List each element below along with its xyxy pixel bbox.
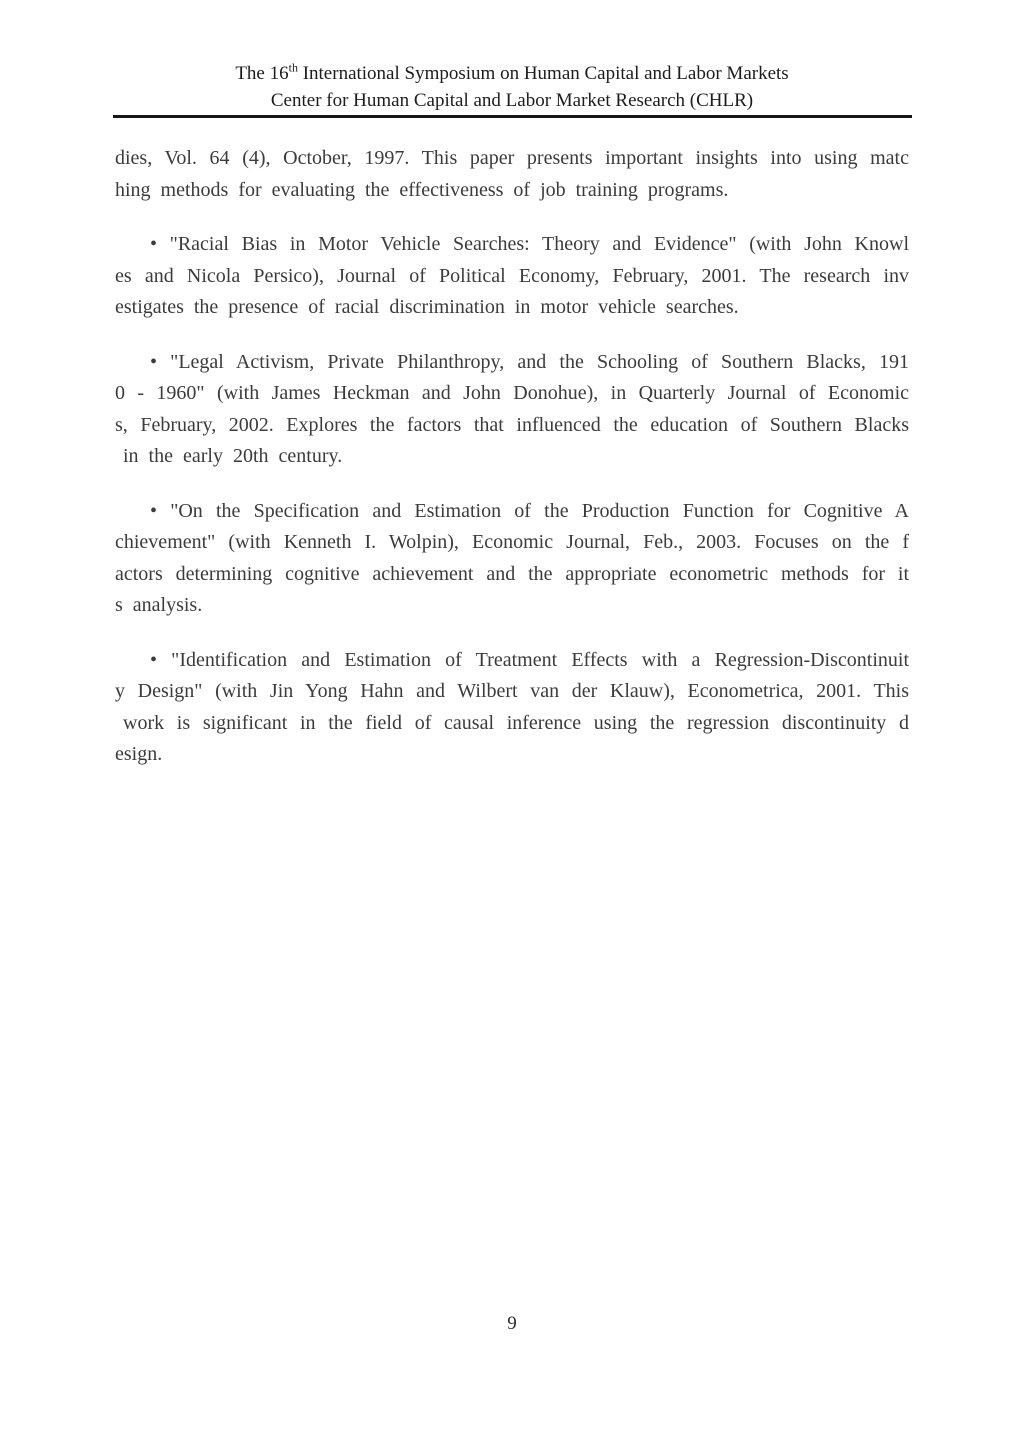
text-line: chievement" (with Kenneth I. Wolpin), Economic Journal, Feb., 2003. Focuses on the f: [115, 531, 909, 553]
bullet-line: • "On the Specification and Estimation of the Production Function for Cognitive A: [150, 499, 909, 522]
text-line: hing methods for evaluating the effectiveness of job training programs.: [115, 178, 729, 201]
text-line: dies, Vol. 64 (4), October, 1997. This paper presents important insights into using matc: [115, 147, 909, 169]
text-line: in the early 20th century.: [123, 445, 343, 467]
paragraph: [115, 229, 909, 324]
text-line: actors determining cognitive achievement and the appropriate econometric methods for it: [115, 562, 909, 585]
text-line: work is significant in the field of causal inference using the regression discontinuity d: [123, 711, 909, 734]
page-header: [0, 0, 1024, 114]
text-line: esign.: [115, 743, 163, 765]
text-line: s, February, 2002. Explores the factors that influenced the education of Southern Blacks: [115, 413, 909, 436]
header-divider-rule: [113, 115, 912, 118]
document-body: [115, 143, 909, 771]
text-line: 0 - 1960" (with James Heckman and John Donohue), in Quarterly Journal of Economic: [115, 382, 909, 404]
paragraph: [115, 645, 909, 771]
text-line: estigates the presence of racial discrimination in motor vehicle searches.: [115, 296, 739, 318]
paragraph: [115, 347, 909, 473]
bullet-line: • "Identification and Estimation of Treatment Effects with a Regression-Discontinuit: [150, 648, 909, 671]
bullet-line: • "Racial Bias in Motor Vehicle Searches: Theory and Evidence" (with John Knowl: [150, 233, 909, 255]
text-line: s analysis.: [115, 594, 203, 616]
text-line: es and Nicola Persico), Journal of Political Economy, February, 2001. The research inv: [115, 264, 909, 287]
header-subtitle: Center for Human Capital and Labor Market Research (CHLR): [270, 90, 754, 111]
header-title-prefix: The 16: [235, 63, 289, 84]
header-title-superscript: th: [288, 60, 298, 75]
bullet-line: • "Legal Activism, Private Philanthropy, and the Schooling of Southern Blacks, 191: [150, 350, 909, 373]
text-line: y Design" (with Jin Yong Hahn and Wilbert van der Klauw), Econometrica, 2001. This: [115, 680, 909, 702]
page-number: 9: [507, 1313, 517, 1334]
paragraph: [115, 143, 909, 206]
header-title-suffix: International Symposium on Human Capital and Labor Markets: [297, 63, 789, 84]
paragraph: [115, 496, 909, 622]
header-title: [0, 60, 1024, 87]
